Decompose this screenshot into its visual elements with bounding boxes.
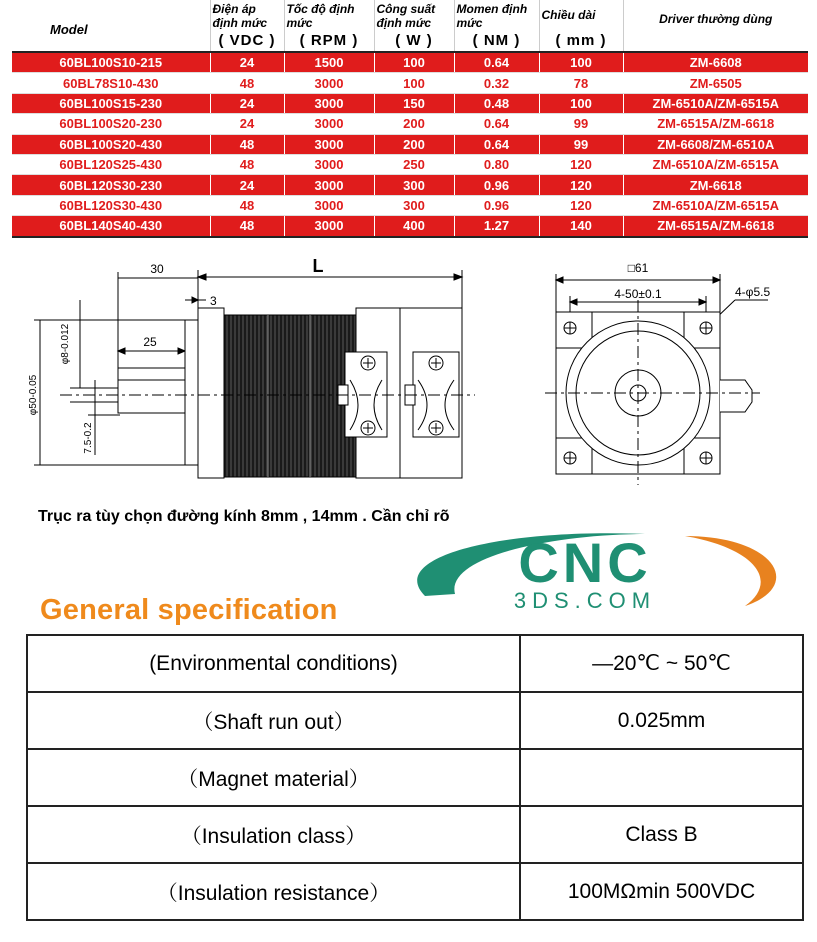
header-model: [12, 0, 210, 52]
spec-cell-speed: 3000: [284, 195, 374, 215]
general-spec-table: [26, 634, 804, 921]
spec-header-row: [12, 0, 808, 52]
spec-cell-torque: 0.64: [454, 134, 539, 154]
spec-row: [12, 52, 808, 73]
spec-cell-torque: 0.64: [454, 52, 539, 73]
general-spec-name: （Shaft run out）: [27, 692, 520, 749]
general-spec-row: [27, 692, 803, 749]
spec-cell-power: 200: [374, 114, 454, 134]
spec-cell-length: 99: [539, 134, 623, 154]
general-spec-name: （Insulation class）: [27, 806, 520, 863]
general-spec-value: [520, 749, 803, 806]
header-model-label: Model: [50, 22, 88, 37]
spec-cell-voltage: 48: [210, 134, 284, 154]
spec-cell-torque: 0.48: [454, 93, 539, 113]
spec-row: [12, 175, 808, 195]
spec-row: [12, 93, 808, 113]
motor-dimension-drawing: [0, 240, 817, 500]
spec-cell-driver: ZM-6608: [623, 52, 808, 73]
spec-cell-voltage: 48: [210, 195, 284, 215]
spec-cell-voltage: 24: [210, 52, 284, 73]
dim-25-label: 25: [143, 335, 157, 349]
spec-cell-model: 60BL100S20-230: [12, 114, 210, 134]
logo-sub-text: 3DS.COM: [513, 588, 657, 613]
header-speed: [284, 0, 374, 52]
logo-main-text: CNC: [518, 531, 652, 594]
spec-cell-power: 300: [374, 195, 454, 215]
general-spec-value: —20℃ ~ 50℃: [520, 635, 803, 692]
spec-cell-voltage: 48: [210, 154, 284, 174]
header-voltage-label: Điện áp định mức: [212, 2, 268, 30]
general-spec-value: Class B: [520, 806, 803, 863]
spec-cell-speed: 3000: [284, 93, 374, 113]
spec-table-body: [12, 52, 808, 237]
spec-cell-speed: 3000: [284, 114, 374, 134]
dim-length-label: L: [312, 256, 324, 276]
spec-cell-voltage: 24: [210, 175, 284, 195]
header-power: [374, 0, 454, 52]
spec-cell-power: 100: [374, 52, 454, 73]
general-spec-body: [27, 635, 803, 920]
general-spec-row: [27, 806, 803, 863]
shaft-option-note: Trục ra tùy chọn đường kính 8mm , 14mm . Cần chỉ rõ: [38, 508, 450, 525]
spec-cell-model: 60BL120S30-230: [12, 175, 210, 195]
header-voltage-unit: ( VDC ): [218, 32, 276, 49]
spec-cell-driver: ZM-6510A/ZM-6515A: [623, 195, 808, 215]
spec-row: [12, 195, 808, 215]
spec-cell-length: 100: [539, 52, 623, 73]
spec-cell-power: 300: [374, 175, 454, 195]
spec-cell-model: 60BL100S15-230: [12, 93, 210, 113]
dim-shaft-dia-label: φ8-0.012: [60, 323, 71, 365]
dim-square-label: □61: [627, 261, 649, 275]
spec-cell-voltage: 48: [210, 73, 284, 93]
spec-row: [12, 134, 808, 154]
spec-cell-model: 60BL120S30-430: [12, 195, 210, 215]
spec-cell-torque: 1.27: [454, 216, 539, 237]
spec-cell-speed: 3000: [284, 134, 374, 154]
dim-30-label: 30: [150, 262, 164, 276]
spec-cell-speed: 3000: [284, 175, 374, 195]
spec-cell-driver: ZM-6515A/ZM-6618: [623, 114, 808, 134]
general-spec-row: [27, 749, 803, 806]
spec-cell-length: 120: [539, 154, 623, 174]
header-torque: [454, 0, 539, 52]
header-torque-unit: ( NM ): [472, 32, 521, 49]
spec-cell-power: 400: [374, 216, 454, 237]
cnc3ds-logo: [385, 526, 795, 616]
spec-cell-power: 200: [374, 134, 454, 154]
spec-cell-voltage: 24: [210, 93, 284, 113]
spec-cell-length: 78: [539, 73, 623, 93]
spec-cell-model: 60BL140S40-430: [12, 216, 210, 237]
spec-cell-driver: ZM-6510A/ZM-6515A: [623, 154, 808, 174]
spec-cell-torque: 0.32: [454, 73, 539, 93]
header-length: [539, 0, 623, 52]
spec-cell-length: 99: [539, 114, 623, 134]
spec-cell-power: 150: [374, 93, 454, 113]
header-driver: [623, 0, 808, 52]
spec-cell-model: 60BL78S10-430: [12, 73, 210, 93]
header-power-unit: ( W ): [395, 32, 433, 49]
spec-cell-length: 120: [539, 195, 623, 215]
dim-flat-label: 7.5-0.2: [83, 422, 94, 454]
spec-cell-length: 140: [539, 216, 623, 237]
spec-cell-torque: 0.96: [454, 175, 539, 195]
spec-cell-torque: 0.96: [454, 195, 539, 215]
front-view: [545, 274, 771, 485]
spec-row: [12, 73, 808, 93]
spec-row: [12, 114, 808, 134]
spec-cell-driver: ZM-6618: [623, 175, 808, 195]
dim-hole-spacing-label: 4-50±0.1: [614, 287, 662, 301]
header-length-label: Chiều dài: [541, 8, 596, 22]
header-length-unit: ( mm ): [555, 32, 607, 49]
general-spec-name: （Magnet material）: [27, 749, 520, 806]
motor-spec-table: [12, 0, 808, 238]
general-spec-value: 0.025mm: [520, 692, 803, 749]
header-speed-unit: ( RPM ): [299, 32, 359, 49]
spec-cell-model: 60BL100S20-430: [12, 134, 210, 154]
spec-cell-torque: 0.80: [454, 154, 539, 174]
header-power-label: Công suất định mức: [376, 2, 436, 30]
general-spec-value: 100MΩmin 500VDC: [520, 863, 803, 920]
spec-cell-speed: 3000: [284, 216, 374, 237]
dim-3-label: 3: [210, 294, 217, 308]
spec-cell-length: 120: [539, 175, 623, 195]
spec-cell-driver: ZM-6608/ZM-6510A: [623, 134, 808, 154]
header-speed-label: Tốc độ định mức: [286, 2, 355, 30]
dim-pilot-dia-label: φ50-0.05: [28, 374, 39, 416]
dim-hole-dia-label: 4-φ5.5: [735, 285, 771, 299]
general-spec-name: (Environmental conditions): [27, 635, 520, 692]
front-view-labels: [614, 261, 770, 301]
spec-cell-voltage: 24: [210, 114, 284, 134]
spec-cell-voltage: 48: [210, 216, 284, 237]
general-spec-row: [27, 635, 803, 692]
spec-cell-length: 100: [539, 93, 623, 113]
spec-cell-model: 60BL100S10-215: [12, 52, 210, 73]
header-driver-label: Driver thường dùng: [659, 12, 773, 26]
spec-cell-torque: 0.64: [454, 114, 539, 134]
general-spec-row: [27, 863, 803, 920]
spec-cell-driver: ZM-6510A/ZM-6515A: [623, 93, 808, 113]
spec-cell-power: 250: [374, 154, 454, 174]
spec-cell-model: 60BL120S25-430: [12, 154, 210, 174]
general-spec-title: General specification: [40, 594, 338, 626]
header-torque-label: Momen định mức: [456, 2, 528, 30]
spec-row: [12, 154, 808, 174]
side-view: [34, 270, 475, 478]
general-spec-name: （Insulation resistance）: [27, 863, 520, 920]
spec-cell-power: 100: [374, 73, 454, 93]
header-voltage: [210, 0, 284, 52]
spec-cell-speed: 1500: [284, 52, 374, 73]
spec-cell-speed: 3000: [284, 154, 374, 174]
spec-cell-speed: 3000: [284, 73, 374, 93]
spec-cell-driver: ZM-6505: [623, 73, 808, 93]
spec-row: [12, 216, 808, 237]
spec-cell-driver: ZM-6515A/ZM-6618: [623, 216, 808, 237]
